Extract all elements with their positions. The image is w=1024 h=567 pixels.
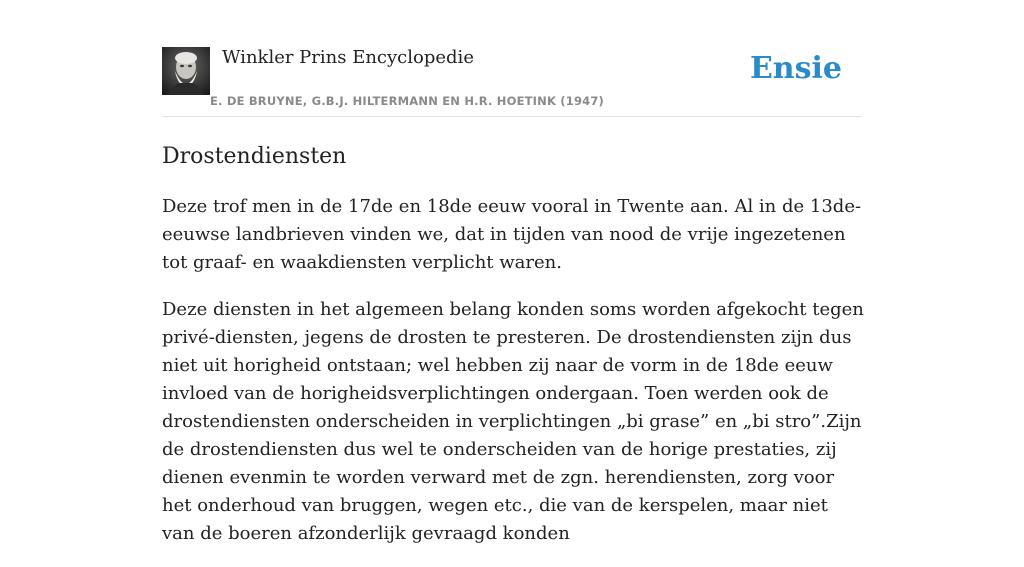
article-paragraph: Deze diensten in het algemeen belang konden soms worden afgekocht tegen privé-diensten, jegens de drosten te presteren. De drostendiensten zijn dus niet uit horigheid ontstaan; wel hebben zij naar de vorm in de 18de eeuw invloed van de horigheidsverplichtingen ondergaan. Toen werden ook de drostendiensten onderscheiden in verplichtingen „bi grase” en „bi stro”.Zijn de drostendiensten dus wel te onderscheiden van de horige prestaties, zij dienen evenmin te worden verward met de zgn. herendiensten, zorg voor het onderhoud van bruggen, wegen etc., die van de kerspelen, maar niet van de boeren afzonderlijk gevraagd konden [162,299,864,544]
brand-logo[interactable]: Ensie [749,51,842,86]
source-title[interactable]: Winkler Prins Encyclopedie [222,47,474,68]
source-authors: E. DE BRUYNE, G.B.J. HILTERMANN EN H.R. HOETINK (1947) [210,94,605,108]
article-body [162,193,862,548]
portrait-avatar-icon[interactable] [162,47,210,95]
source-header [162,46,862,117]
article-title: Drostendiensten [162,144,347,169]
article-container [162,46,862,567]
article-paragraph: Deze trof men in de 17de en 18de eeuw vooral in Twente aan. Al in de 13de-eeuwse landbrieven vinden we, dat in tijden van nood de vrije ingezetenen tot graaf- en waakdiensten verplicht waren. [162,196,862,273]
